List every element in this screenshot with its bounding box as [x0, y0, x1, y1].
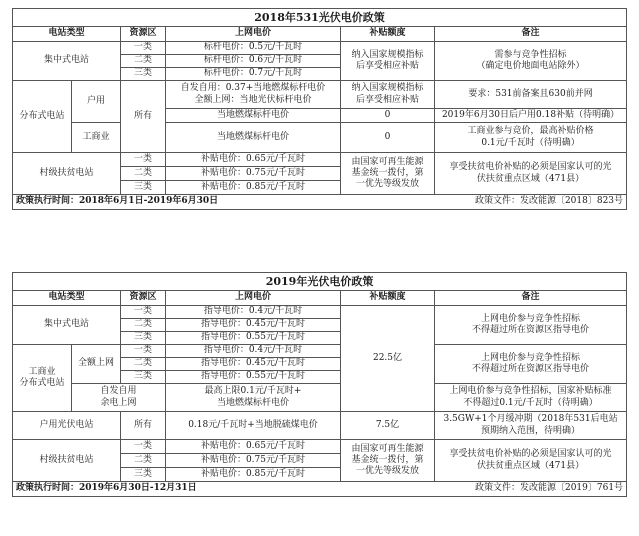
- poverty-station-cell: 村级扶贫电站: [13, 153, 121, 195]
- centralized-station-cell: 集中式电站: [13, 42, 121, 81]
- policy-document: 政策文件：发改能源〔2018〕823号: [474, 196, 624, 207]
- price-cell: 标杆电价：0.6元/千瓦时: [166, 55, 341, 68]
- remark-cell: 工商业参与竞价，最高补贴价格 0.1元/千瓦时（待明确）: [435, 123, 627, 153]
- zone-cell: 二类: [121, 358, 166, 371]
- zone-cell: 一类: [121, 345, 166, 358]
- remark-cell: 享受扶贫电价补贴的必须是国家认可的光 伏扶贫重点区域（471县）: [435, 153, 627, 195]
- price-cell: 自发自用：0.37+当地燃煤标杆电价 全额上网：当地光伏标杆电价: [166, 81, 341, 109]
- commercial-cell: 工商业: [72, 123, 121, 153]
- subsidy-cell: 7.5亿: [341, 412, 435, 440]
- household-cell: 户用: [72, 81, 121, 123]
- price-cell: 0.18元/千瓦时+当地脱硫煤电价: [166, 412, 341, 440]
- header-station-type: 电站类型: [13, 291, 121, 306]
- price-cell: 指导电价：0.55元/千瓦时: [166, 371, 341, 384]
- zone-cell: 一类: [121, 306, 166, 319]
- subsidy-cell: 纳入国家规模指标 后享受相应补贴: [341, 42, 435, 81]
- zone-cell: 三类: [121, 181, 166, 195]
- table-title: 2019年光伏电价政策: [13, 273, 627, 291]
- price-cell: 补贴电价：0.85元/千瓦时: [166, 181, 341, 195]
- price-cell: 补贴电价：0.75元/千瓦时: [166, 454, 341, 468]
- zone-cell: 二类: [121, 55, 166, 68]
- zone-cell: 一类: [121, 153, 166, 167]
- header-resource-zone: 资源区: [121, 291, 166, 306]
- price-cell: 补贴电价：0.65元/千瓦时: [166, 440, 341, 454]
- header-remarks: 备注: [435, 291, 627, 306]
- subsidy-cell: 0: [341, 109, 435, 123]
- subsidy-cell: 由国家可再生能源 基金统一拨付，第 一优先等级发放: [341, 153, 435, 195]
- zone-cell: 三类: [121, 68, 166, 81]
- policy-table-2018: [12, 8, 627, 210]
- self-use-cell: 自发自用 余电上网: [72, 384, 166, 412]
- zone-cell: 二类: [121, 454, 166, 468]
- price-cell: 当地燃煤标杆电价: [166, 123, 341, 153]
- price-cell: 补贴电价：0.65元/千瓦时: [166, 153, 341, 167]
- zone-all-cell: 所有: [121, 81, 166, 153]
- policy-document: 政策文件：发改能源〔2019〕761号: [474, 483, 624, 494]
- remark-cell: 要求：531前备案且630前并网: [435, 81, 627, 109]
- header-station-type: 电站类型: [13, 27, 121, 42]
- remark-cell: 上网电价参与竞争性招标 不得超过所在资源区指导电价: [435, 306, 627, 345]
- zone-cell: 二类: [121, 167, 166, 181]
- header-feed-in-price: 上网电价: [166, 291, 341, 306]
- remark-cell: 需参与竞争性招标 （确定电价地面电站除外）: [435, 42, 627, 81]
- price-cell: 指导电价：0.45元/千瓦时: [166, 319, 341, 332]
- header-resource-zone: 资源区: [121, 27, 166, 42]
- shared-subsidy-cell: 22.5亿: [341, 306, 435, 412]
- centralized-station-cell: 集中式电站: [13, 306, 121, 345]
- zone-cell: 三类: [121, 371, 166, 384]
- price-cell: 标杆电价：0.7元/千瓦时: [166, 68, 341, 81]
- price-cell: 最高上限0.1元/千瓦时+ 当地燃煤标杆电价: [166, 384, 341, 412]
- subsidy-cell: 0: [341, 123, 435, 153]
- price-cell: 指导电价：0.45元/千瓦时: [166, 358, 341, 371]
- policy-footer: [13, 195, 627, 210]
- zone-all-cell: 所有: [121, 412, 166, 440]
- price-cell: 当地燃煤标杆电价: [166, 109, 341, 123]
- distributed-station-cell: 分布式电站: [13, 81, 72, 153]
- household-station-cell: 户用光伏电站: [13, 412, 121, 440]
- policy-period: 政策执行时间：2018年6月1日-2019年6月30日: [16, 196, 219, 207]
- price-cell: 指导电价：0.4元/千瓦时: [166, 306, 341, 319]
- policy-table-2019: [12, 272, 627, 497]
- full-grid-cell: 全额上网: [72, 345, 121, 384]
- price-cell: 指导电价：0.55元/千瓦时: [166, 332, 341, 345]
- header-feed-in-price: 上网电价: [166, 27, 341, 42]
- remark-cell: 上网电价参与竞争性招标，国家补贴标准 不得超过0.1元/千瓦时（待明确）: [435, 384, 627, 412]
- policy-period: 政策执行时间：2019年6月30日-12月31日: [16, 483, 197, 494]
- zone-cell: 三类: [121, 332, 166, 345]
- subsidy-cell: 纳入国家规模指标 后享受相应补贴: [341, 81, 435, 109]
- price-cell: 指导电价：0.4元/千瓦时: [166, 345, 341, 358]
- policy-footer: [13, 482, 627, 497]
- commercial-distributed-cell: 工商业 分布式电站: [13, 345, 72, 412]
- price-cell: 补贴电价：0.75元/千瓦时: [166, 167, 341, 181]
- remark-cell: 享受扶贫电价补贴的必须是国家认可的光 伏扶贫重点区域（471县）: [435, 440, 627, 482]
- price-cell: 补贴电价：0.85元/千瓦时: [166, 468, 341, 482]
- remark-cell: 上网电价参与竞争性招标 不得超过所在资源区指导电价: [435, 345, 627, 384]
- zone-cell: 一类: [121, 42, 166, 55]
- header-subsidy: 补贴额度: [341, 27, 435, 42]
- subsidy-cell: 由国家可再生能源 基金统一拨付，第 一优先等级发放: [341, 440, 435, 482]
- zone-cell: 三类: [121, 468, 166, 482]
- remark-cell: 3.5GW+1个月缓冲期（2018年531后电站 预期纳入范围，待明确）: [435, 412, 627, 440]
- header-remarks: 备注: [435, 27, 627, 42]
- remark-cell: 2019年6月30日后户用0.18补贴（待明确）: [435, 109, 627, 123]
- price-cell: 标杆电价：0.5元/千瓦时: [166, 42, 341, 55]
- poverty-station-cell: 村级扶贫电站: [13, 440, 121, 482]
- zone-cell: 一类: [121, 440, 166, 454]
- table-title: 2018年531光伏电价政策: [13, 9, 627, 27]
- zone-cell: 二类: [121, 319, 166, 332]
- header-subsidy: 补贴额度: [341, 291, 435, 306]
